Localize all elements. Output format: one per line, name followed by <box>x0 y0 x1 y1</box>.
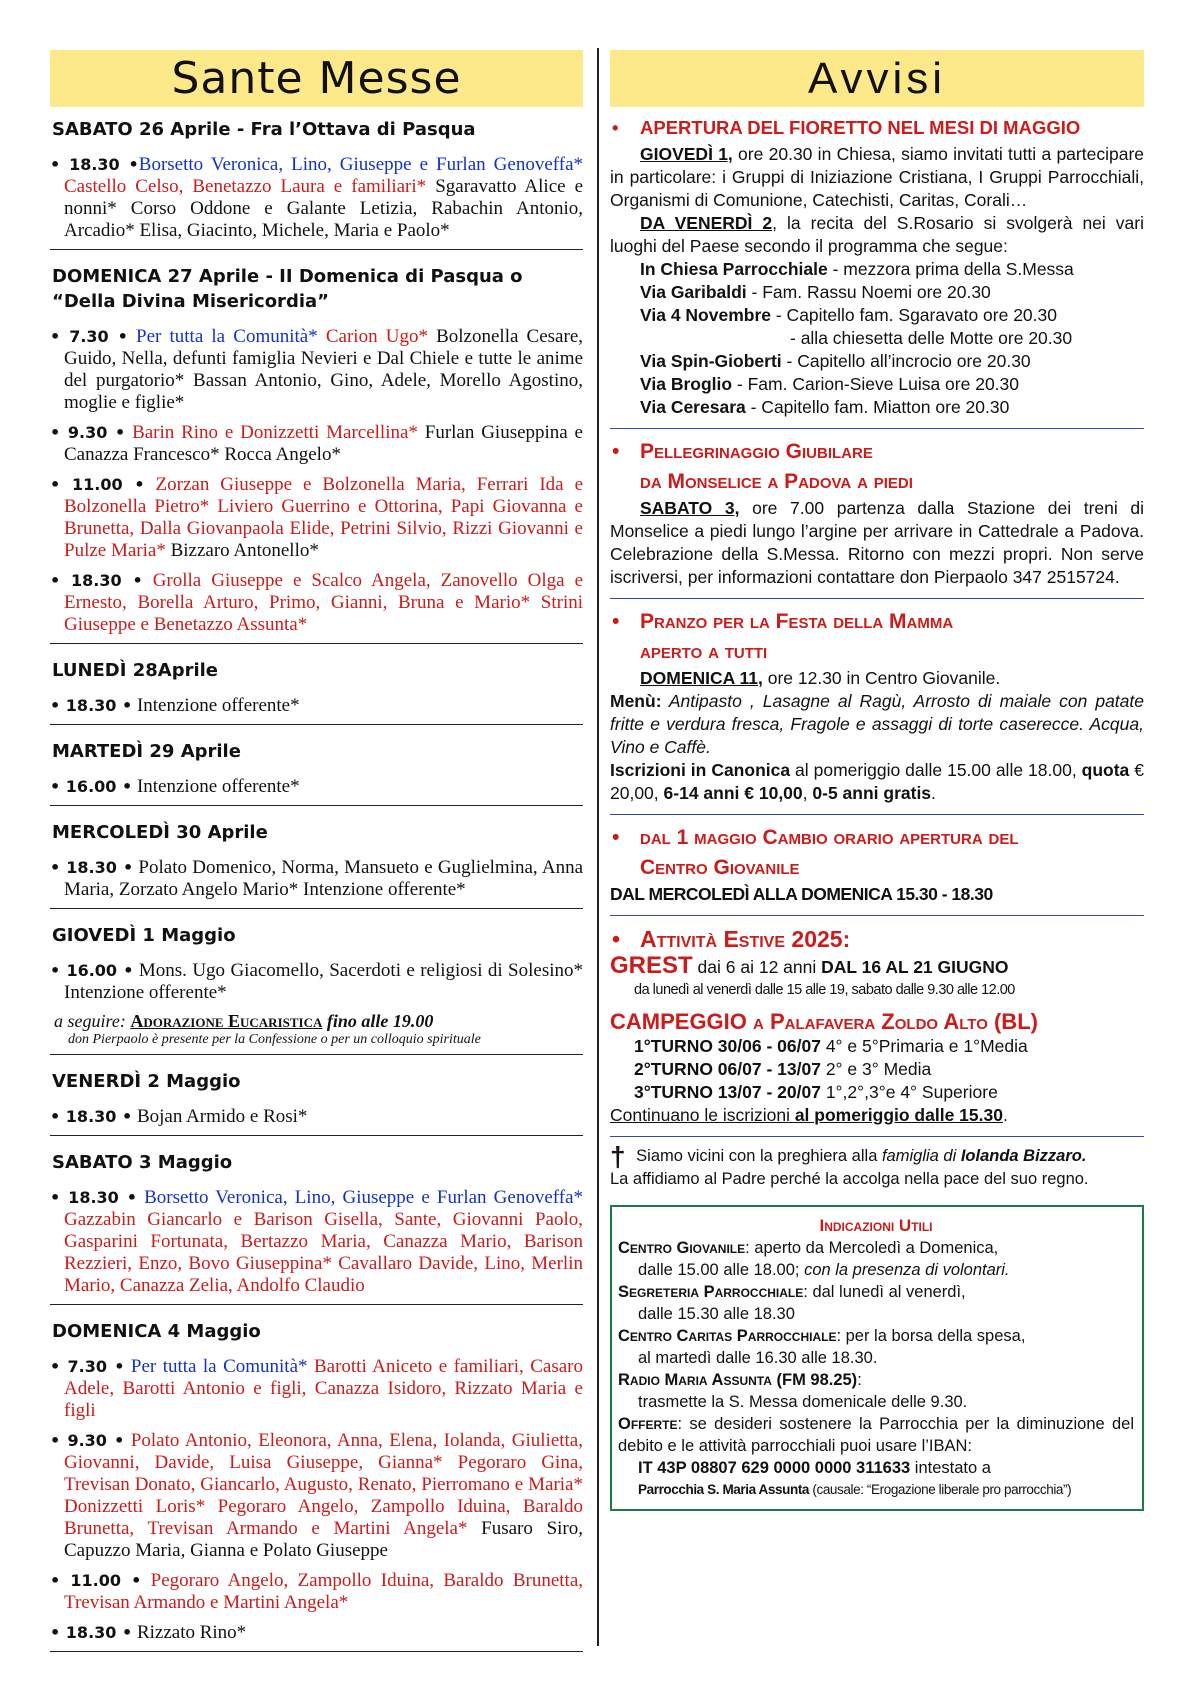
mass-time: • 16.00 • <box>50 777 133 796</box>
day-block <box>50 250 583 644</box>
intention-text: Bojan Armido e Rosi* <box>132 1106 308 1127</box>
menu: Menù: Antipasto , Lasagne al Ragù, Arrosto di maiale con patate fritte e verdura fresca, Fragole e assaggi di torte caserecce. Acqua, Vino e Caffè. <box>610 691 1144 757</box>
iban: IT 43P 08807 629 0000 0000 311633 intestato a <box>638 1459 991 1478</box>
lutto-text: La affidiamo al Padre perché la accolga nella pace del suo regno. <box>610 1170 1089 1189</box>
intention-text: Barin Rino e Donizzetti Marcellina* <box>125 422 418 443</box>
day-title: MARTEDÌ 29 Aprile <box>52 741 241 762</box>
avvisi-title: Avvisi <box>807 54 947 103</box>
rosary-locations <box>610 258 1144 419</box>
rosary-location: Via Ceresara - Capitello fam. Miatton ore 20.30 <box>640 397 1010 417</box>
notice-heading-2: aperto a tutti <box>640 640 768 663</box>
mass-time: • 18.30 • <box>50 1107 133 1126</box>
mass-entry <box>50 422 583 466</box>
mass-entry <box>50 326 583 414</box>
day-block <box>50 644 583 725</box>
mass-entry <box>50 474 583 562</box>
rosary-location: Via Garibaldi - Fam. Rassu Noemi ore 20.30 <box>640 282 991 302</box>
intention-text: Grolla Giuseppe e Scalco Angela, Zanovello Olga e Ernesto, Borella Arturo, Primo, Gianni, Bruna e Mario* Strini Giuseppe e Benetazzo Assunta* <box>64 570 584 635</box>
intention-text: Pegoraro Angelo, Zampollo Iduina, Baraldo Brunetta, Trevisan Armando e Martini Angela* <box>64 1570 583 1613</box>
mass-entry <box>50 570 583 636</box>
day-title: LUNEDÌ 28Aprile <box>52 660 218 681</box>
sante-messe-banner <box>50 50 583 107</box>
notice-fioretto <box>610 107 1144 429</box>
notice-heading-2: da Monselice a Padova a piedi <box>640 470 913 493</box>
intention-text: Bolzonella Cesare, Guido, Nella, defunti famiglia Nevieri e Dal Chiele e tutte le anime del purgatorio* Bassan Antonio, Gino, Adele, Morello Agostino, moglie e figlie* <box>64 326 583 413</box>
day-block <box>50 1305 583 1652</box>
turno-line: 2°TURNO 06/07 - 13/07 2° e 3° Media <box>634 1059 932 1079</box>
avvisi-column <box>610 50 1144 1511</box>
mass-entry <box>50 1356 583 1422</box>
intention-text: Rizzato Rino* <box>132 1622 247 1643</box>
mass-entry <box>50 857 583 901</box>
notice-heading: • APERTURA DEL FIORETTO NEL MESI DI MAGGIO <box>612 117 1081 138</box>
intention-text: Polato Antonio, Eleonora, Anna, Elena, Iolanda, Giulietta, Giovanni, Davide, Luisa Giuseppe, Gianna* Pegoraro Gina, Trevisan Donato, Giancarlo, Augusto, Renato, Pierromano e Maria* Donizzetti Loris* Pegoraro Angelo, Zampollo Iduina, Baraldo Brunetta, Trevisan Armando e Martini Angela* <box>64 1430 583 1539</box>
intention-text: Barotti Aniceto e familiari, Casaro Adele, Barotti Antonio e figli, Canazza Isidoro, Rizzato Maria e figli <box>64 1356 583 1421</box>
rosary-location: In Chiesa Parrocchiale - mezzora prima della S.Messa <box>640 259 1074 279</box>
mass-time: • 18.30 • <box>50 1188 137 1207</box>
info-caritas: Centro Caritas Parrocchiale: per la borsa della spesa, <box>618 1327 1026 1346</box>
grest-schedule: da lunedì al venerdì dalle 15 alle 19, sabato dalle 9.30 alle 12.00 <box>634 982 1015 998</box>
mass-entry <box>50 960 583 1004</box>
day-title: SABATO 3 Maggio <box>52 1152 233 1173</box>
mass-entry <box>50 776 583 798</box>
notice-text-2: DA VENERDÌ 2, la recita del S.Rosario si svolgerà nei vari luoghi del Paese secondo il programma che segue: <box>610 213 1144 256</box>
mass-time: • 18.30 • <box>50 858 134 877</box>
intention-text: Gazzabin Giancarlo e Barison Gisella, Sante, Giovanni Paolo, Gasparini Fortunata, Bertazzo Maria, Canazza Mario, Barison Rezzieri, Enzo, Bovo Giuseppina* Cavallaro Davide, Lino, Merlin Mario, Canazza Zelia, Andolfo Claudio <box>64 1209 583 1296</box>
intention-text: Zorzan Giuseppe e Bolzonella Maria, Ferrari Ida e Bolzonella Pietro* Liviero Guerrino e Ottorina, Papi Giovanna e Brunetta, Dalla Giovanpaola Elide, Petrini Silvio, Rizzi Giovanni e Pulze Maria* <box>64 474 584 561</box>
intention-text: Sgaravatto Alice e nonni* Corso Oddone e Galante Letizia, Rabachin Antonio, Arcadio* Elisa, Giacinto, Michele, Maria e Paolo* <box>64 176 584 241</box>
confession-note: don Pierpaolo è presente per la Confessione o per un colloquio spirituale <box>68 1032 481 1047</box>
intention-text: Per tutta la Comunità* <box>127 326 318 347</box>
avvisi-banner <box>610 50 1144 107</box>
mass-entry <box>50 1622 583 1644</box>
day-block <box>50 107 583 250</box>
intention-text: Fusaro Siro, Capuzzo Maria, Gianna e Polato Giuseppe <box>64 1518 583 1561</box>
day-title: DOMENICA 27 Aprile - II Domenica di Pasqua o “Della Divina Misericordia” <box>52 266 523 312</box>
info-radio: Radio Maria Assunta (FM 98.25): <box>618 1371 862 1390</box>
turno-line: 3°TURNO 13/07 - 20/07 1°,2°,3°e 4° Superiore <box>634 1082 998 1102</box>
orario-line: DAL MERCOLEDÌ ALLA DOMENICA 15.30 - 18.30 <box>610 884 993 904</box>
campeggio-turni <box>610 1035 1144 1104</box>
notice-orario <box>610 815 1144 916</box>
mass-time: • 18.30 • <box>50 571 143 590</box>
notice-heading: • dal 1 maggio Cambio orario apertura del <box>612 826 1019 849</box>
mass-time: • 18.30 • <box>50 155 139 174</box>
day-title: SABATO 26 Aprile - Fra l’Ottava di Pasqua <box>52 119 476 140</box>
day-block <box>50 806 583 909</box>
notice-text: DOMENICA 11, ore 12.30 in Centro Giovanile. <box>640 668 1001 688</box>
notice-pranzo <box>610 599 1144 815</box>
day-block <box>50 725 583 806</box>
mass-time: • 7.30 • <box>50 1357 125 1376</box>
sante-messe-column <box>50 50 583 1652</box>
intention-text: Polato Domenico, Norma, Mansueto e Guglielmina, Anna Maria, Zorzato Angelo Mario* Intenzione offerente* <box>64 857 584 900</box>
intention-text: Mons. Ugo Giacomello, Sacerdoti e religiosi di Solesino* Intenzione offerente* <box>64 960 583 1003</box>
useful-info-box: Indicazioni Utili Centro Giovanile: aperto da Mercoledì a Domenica, dalle 15.00 alle 18.00; con la presenza di volontari. Segreteria Parrocchiale: dal lunedì al venerdì, dalle 15.30 alle 18.30 Centro Caritas Parrocchiale: per la borsa della spesa, al martedì dalle 16.30 alle 18.30. Radio Maria Assunta (FM 98.25): trasmette la S. Messa domenicale delle 9.30. Offerte: se desideri sostenere la Parrocchia per la diminuzione del debito e le attività parrocchiali puoi usare l’IBAN: IT 43P 08807 629 0000 0000 311633 intestato a Parrocchia S. Maria Assunta (causale: “Erogazione liberale pro parrocchia”) <box>610 1205 1144 1511</box>
intention-text: Per tutta la Comunità* <box>124 1356 308 1377</box>
mass-time: • 11.00 • <box>50 475 145 494</box>
mass-entry <box>50 1430 583 1562</box>
rosary-location: Via Broglio - Fam. Carion-Sieve Luisa ore 20.30 <box>640 374 1020 394</box>
cross-icon: † <box>610 1141 626 1173</box>
day-title: DOMENICA 4 Maggio <box>52 1321 261 1342</box>
day-block <box>50 909 583 1055</box>
day-title: VENERDÌ 2 Maggio <box>52 1071 241 1092</box>
info-offerte: Offerte: se desideri sostenere la Parrocchia per la diminuzione del debito e le attività parrocchiali puoi usare l’IBAN: <box>618 1415 1134 1456</box>
iscrizioni: Iscrizioni in Canonica al pomeriggio dalle 15.00 alle 18.00, quota € 20,00, 6-14 anni € 10,00, 0-5 anni gratis. <box>610 760 1144 803</box>
mass-schedule <box>50 107 583 1652</box>
notice-heading: • Attività Estive 2025: <box>612 926 851 952</box>
intestatario: Parrocchia S. Maria Assunta (causale: “Erogazione liberale pro parrocchia”) <box>638 1482 1072 1498</box>
box-title: Indicazioni Utili <box>819 1216 933 1236</box>
notice-heading: • Pellegrinaggio Giubilare <box>612 440 873 463</box>
mass-entry <box>50 1570 583 1614</box>
mass-time: • 18.30 • <box>50 1623 133 1642</box>
iscrizioni-line: Continuano le iscrizioni al pomeriggio dalle 15.30. <box>610 1105 1008 1125</box>
mass-entry <box>50 154 583 242</box>
intention-text: Castello Celso, Benetazzo Laura e familiari* <box>64 176 427 197</box>
grest-line: GREST dai 6 ai 12 anni DAL 16 AL 21 GIUGNO <box>610 952 1009 979</box>
notice-lutto: † Siamo vicini con la preghiera alla famiglia di Iolanda Bizzaro. La affidiamo al Padre perché la accolga nella pace del suo regno. <box>610 1137 1144 1191</box>
day-title: MERCOLEDÌ 30 Aprile <box>52 822 268 843</box>
mass-time: • 18.30 • <box>50 696 133 715</box>
sante-messe-title: Sante Messe <box>171 53 462 104</box>
notice-heading: • Pranzo per la Festa della Mamma <box>612 610 954 633</box>
intention-text: Borsetto Veronica, Lino, Giuseppe e Furlan Genoveffa* <box>136 1187 584 1208</box>
day-block <box>50 1136 583 1305</box>
intention-text: Carion Ugo* <box>317 326 428 347</box>
mass-time: • 9.30 • <box>50 423 126 442</box>
info-centro-giovanile: Centro Giovanile: aperto da Mercoledì a Domenica, <box>618 1239 999 1258</box>
intention-text: Intenzione offerente* <box>132 695 300 716</box>
mass-time: • 7.30 • <box>50 327 128 346</box>
notice-heading-2: Centro Giovanile <box>640 856 800 879</box>
intention-text: Furlan Giuseppina e Canazza Francesco* Rocca Angelo* <box>64 422 583 465</box>
info-segreteria: Segreteria Parrocchiale: dal lunedì al venerdì, <box>618 1283 966 1302</box>
notice-text: GIOVEDÌ 1, ore 20.30 in Chiesa, siamo invitati tutti a partecipare in particolare: i Gruppi di Iniziazione Cristiana, I Gruppi Parrocchiali, Organismi di Comunione, Catechisti, Caritas, Corali… <box>610 144 1145 210</box>
mass-time: • 16.00 • <box>50 961 134 980</box>
intention-text: Bizzaro Antonello* <box>165 540 319 561</box>
campeggio-line: CAMPEGGIO a Palafavera Zoldo Alto (BL) <box>610 1009 1038 1034</box>
day-title: GIOVEDÌ 1 Maggio <box>52 925 236 946</box>
rosary-location: - alla chiesetta delle Motte ore 20.30 <box>790 328 1073 348</box>
notice-estive <box>610 916 1144 1137</box>
mass-entry <box>50 695 583 717</box>
day-block <box>50 1055 583 1136</box>
mass-time: • 11.00 • <box>50 1571 142 1590</box>
rosary-location: Via Spin-Gioberti - Capitello all’incrocio ore 20.30 <box>640 351 1031 371</box>
rosary-location: Via 4 Novembre - Capitello fam. Sgaravato ore 20.30 <box>640 305 1057 325</box>
notice-pellegrinaggio <box>610 429 1144 599</box>
adorazione-line: a seguire: Adorazione Eucaristica fino alle 19.00 <box>54 1011 434 1031</box>
notice-text: SABATO 3, ore 7.00 partenza dalla Stazione dei treni di Monselice a piedi lungo l’argine per arrivare in Cattedrale a Padova. Celebrazione della S.Messa. Ritorno con mezzi propri. Non serve iscriversi, per informazioni contattare don Pierpaolo 347 2515724. <box>610 498 1145 587</box>
mass-time: • 9.30 • <box>50 1431 125 1450</box>
intention-text: Intenzione offerente* <box>132 776 300 797</box>
intention-text: Borsetto Veronica, Lino, Giuseppe e Furlan Genoveffa* <box>138 154 584 175</box>
column-divider <box>597 48 599 1646</box>
mass-entry <box>50 1187 583 1297</box>
mass-entry <box>50 1106 583 1128</box>
turno-line: 1°TURNO 30/06 - 06/07 4° e 5°Primaria e 1°Media <box>634 1036 1028 1056</box>
